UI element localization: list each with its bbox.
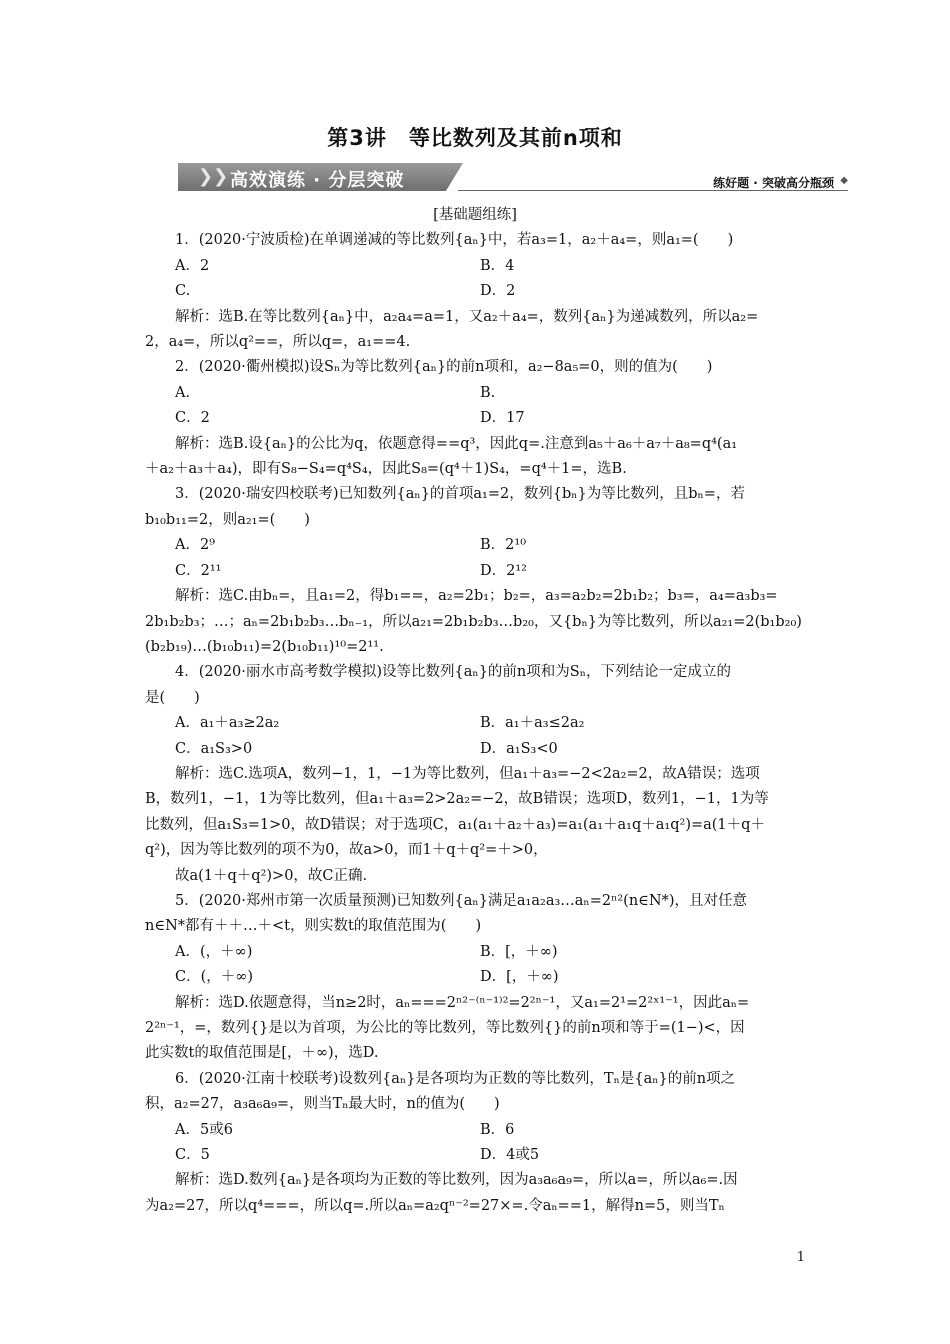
paragraph-line: 2，a₄=，所以q²==，所以q=，a₁==4. bbox=[145, 334, 411, 351]
option-left: A．5或6 bbox=[175, 1121, 233, 1138]
paragraph-line: 此实数t的取值范围是[，＋∞)，选D. bbox=[145, 1045, 379, 1062]
answer-options bbox=[145, 381, 805, 406]
page-title: 第3讲 等比数列及其前n项和 bbox=[327, 126, 623, 150]
option-left: A．a₁＋a₃≥2a₂ bbox=[175, 715, 280, 732]
paragraph-start: 2．(2020·衢州模拟)设Sₙ为等比数列{aₙ}的前n项和，a₂−8a₅=0，则的值为( ) bbox=[175, 359, 713, 376]
answer-options bbox=[145, 533, 805, 558]
answer-options bbox=[145, 1118, 805, 1143]
paragraph-start: 6．(2020·江南十校联考)设数列{aₙ}是各项均为正数的等比数列，Tₙ是{aₙ}的前n项之 bbox=[175, 1070, 736, 1087]
answer-options bbox=[145, 737, 805, 762]
option-left: A．2⁹ bbox=[175, 537, 216, 554]
paragraph-line: n∈N*都有＋＋…＋<t，则实数t的取值范围为( ) bbox=[145, 918, 482, 935]
paragraph-line: 2²ⁿ⁻¹，=，数列{}是以为首项，为公比的等比数列，等比数列{}的前n项和等于=(1−)<，因 bbox=[145, 1020, 745, 1036]
option-left: C．5 bbox=[175, 1147, 210, 1164]
paragraph-line: B，数列1，−1，1为等比数列，但a₁＋a₃=2>2a₂=−2，故B错误；选项D，数列1，−1，1为等 bbox=[145, 791, 769, 808]
option-right: B. bbox=[480, 384, 496, 401]
section-banner bbox=[178, 163, 848, 195]
paragraph-start: 解析：选C.选项A，数列−1，1，−1为等比数列，但a₁＋a₃=−2<2a₂=2，故A错误；选项 bbox=[175, 765, 760, 782]
option-left: C．(，＋∞) bbox=[175, 969, 253, 986]
option-left: C. bbox=[175, 283, 191, 300]
banner-right-text: 练好题 · 突破高分瓶颈 bbox=[713, 176, 834, 190]
option-left: C．2 bbox=[175, 410, 210, 427]
paragraph-start: 解析：选D.数列{aₙ}是各项均为正数的等比数列，因为a₃a₆a₉=，所以a=，所以a₆=.因 bbox=[175, 1172, 738, 1189]
option-left: A．(，＋∞) bbox=[175, 943, 253, 960]
option-right: B．4 bbox=[480, 257, 515, 274]
option-left: C．a₁S₃>0 bbox=[175, 740, 253, 757]
answer-options bbox=[145, 965, 805, 990]
answer-options bbox=[145, 711, 805, 736]
double-chevron-icon: ❯❯ bbox=[198, 166, 229, 187]
option-right: B．6 bbox=[480, 1121, 515, 1138]
paragraph-start: 5．(2020·郑州市第一次质量预测)已知数列{aₙ}满足a₁a₂a₃…aₙ=2ⁿ²(n∈N*)，且对任意 bbox=[175, 892, 747, 909]
paragraph-line: q²)，因为等比数列的项不为0，故a>0，而1＋q＋q²=＋>0， bbox=[145, 842, 548, 859]
option-right: D．2¹² bbox=[480, 562, 527, 579]
option-left: C．2¹¹ bbox=[175, 562, 222, 579]
answer-options bbox=[145, 406, 805, 431]
paragraph-start: 解析：选B.设{aₙ}的公比为q，依题意得==q³，因此q=.注意到a₅＋a₆＋a₇＋a₈=q⁴(a₁ bbox=[175, 435, 738, 452]
paragraph-line: b₁₀b₁₁=2，则a₂₁=( ) bbox=[145, 511, 310, 528]
paragraph-line: (b₂b₁₉)…(b₁₀b₁₁)=2(b₁₀b₁₁)¹⁰=2¹¹. bbox=[145, 638, 384, 655]
paragraph-line: 是( ) bbox=[145, 689, 200, 706]
paragraph-line: 为a₂=27，所以q⁴===，所以q=.所以aₙ=a₂qⁿ⁻²=27×=.令aₙ==1，解得n=5，则当Tₙ bbox=[145, 1197, 725, 1214]
diamond-icon: ◆ bbox=[840, 175, 848, 186]
option-right: B．[，＋∞) bbox=[480, 943, 558, 960]
answer-options bbox=[145, 559, 805, 584]
paragraph-start: 故a(1＋q＋q²)>0，故C正确. bbox=[175, 867, 368, 884]
section-heading: [基础题组练] bbox=[433, 207, 517, 223]
banner-left-text: 高效演练 · 分层突破 bbox=[230, 170, 405, 191]
page-number: 1 bbox=[796, 1250, 805, 1265]
exercise-lines bbox=[145, 228, 805, 1219]
paragraph-line: 2b₁b₂b₃；…；aₙ=2b₁b₂b₃…bₙ₋₁，所以a₂₁=2b₁b₂b₃…b₂₀，又{bₙ}为等比数列，所以a₂₁=2(b₁b₂₀) bbox=[145, 613, 802, 630]
answer-options bbox=[145, 279, 805, 304]
paragraph-start: 1．(2020·宁波质检)在单调递减的等比数列{aₙ}中，若a₃=1，a₂＋a₄=，则a₁=( ) bbox=[175, 232, 734, 249]
option-right: B．2¹⁰ bbox=[480, 537, 527, 554]
paragraph-start: 解析：选D.依题意得，当n≥2时，aₙ===2ⁿ²⁻⁽ⁿ⁻¹⁾²=2²ⁿ⁻¹，又a₁=2¹=2²ˣ¹⁻¹，因此aₙ= bbox=[175, 994, 750, 1011]
option-left: A. bbox=[175, 384, 191, 401]
paragraph-start: 4．(2020·丽水市高考数学模拟)设等比数列{aₙ}的前n项和为Sₙ，下列结论一定成立的 bbox=[175, 664, 731, 681]
paragraph-line: 比数列，但a₁S₃=1>0，故D错误；对于选项C，a₁(a₁＋a₂＋a₃)=a₁(a₁＋a₁q＋a₁q²)=a(1＋q＋ bbox=[145, 816, 765, 833]
document-body bbox=[145, 203, 805, 1219]
answer-options bbox=[145, 940, 805, 965]
option-right: D．2 bbox=[480, 283, 516, 300]
paragraph-line: 积，a₂=27，a₃a₆a₉=，则当Tₙ最大时，n的值为( ) bbox=[145, 1096, 500, 1113]
answer-options bbox=[145, 254, 805, 279]
option-right: D．[，＋∞) bbox=[480, 969, 559, 986]
paragraph-start: 3．(2020·瑞安四校联考)已知数列{aₙ}的首项a₁=2，数列{bₙ}为等比数列，且bₙ=，若 bbox=[175, 486, 745, 503]
option-left: A．2 bbox=[175, 257, 210, 274]
option-right: B．a₁＋a₃≤2a₂ bbox=[480, 715, 585, 732]
option-right: D．17 bbox=[480, 410, 525, 427]
option-right: D．4或5 bbox=[480, 1147, 540, 1164]
paragraph-line: ＋a₂＋a₃＋a₄)，即有S₈−S₄=q⁴S₄，因此S₈=(q⁴＋1)S₄，=q⁴＋1=，选B. bbox=[145, 461, 627, 478]
paragraph-start: 解析：选C.由bₙ=，且a₁=2，得b₁==，a₂=2b₁；b₂=，a₃=a₂b₂=2b₁b₂；b₃=，a₄=a₃b₃= bbox=[175, 588, 778, 605]
answer-options bbox=[145, 1143, 805, 1168]
paragraph-start: 解析：选B.在等比数列{aₙ}中，a₂a₄=a=1，又a₂＋a₄=，数列{aₙ}为递减数列，所以a₂= bbox=[175, 308, 759, 325]
option-right: D．a₁S₃<0 bbox=[480, 740, 558, 757]
